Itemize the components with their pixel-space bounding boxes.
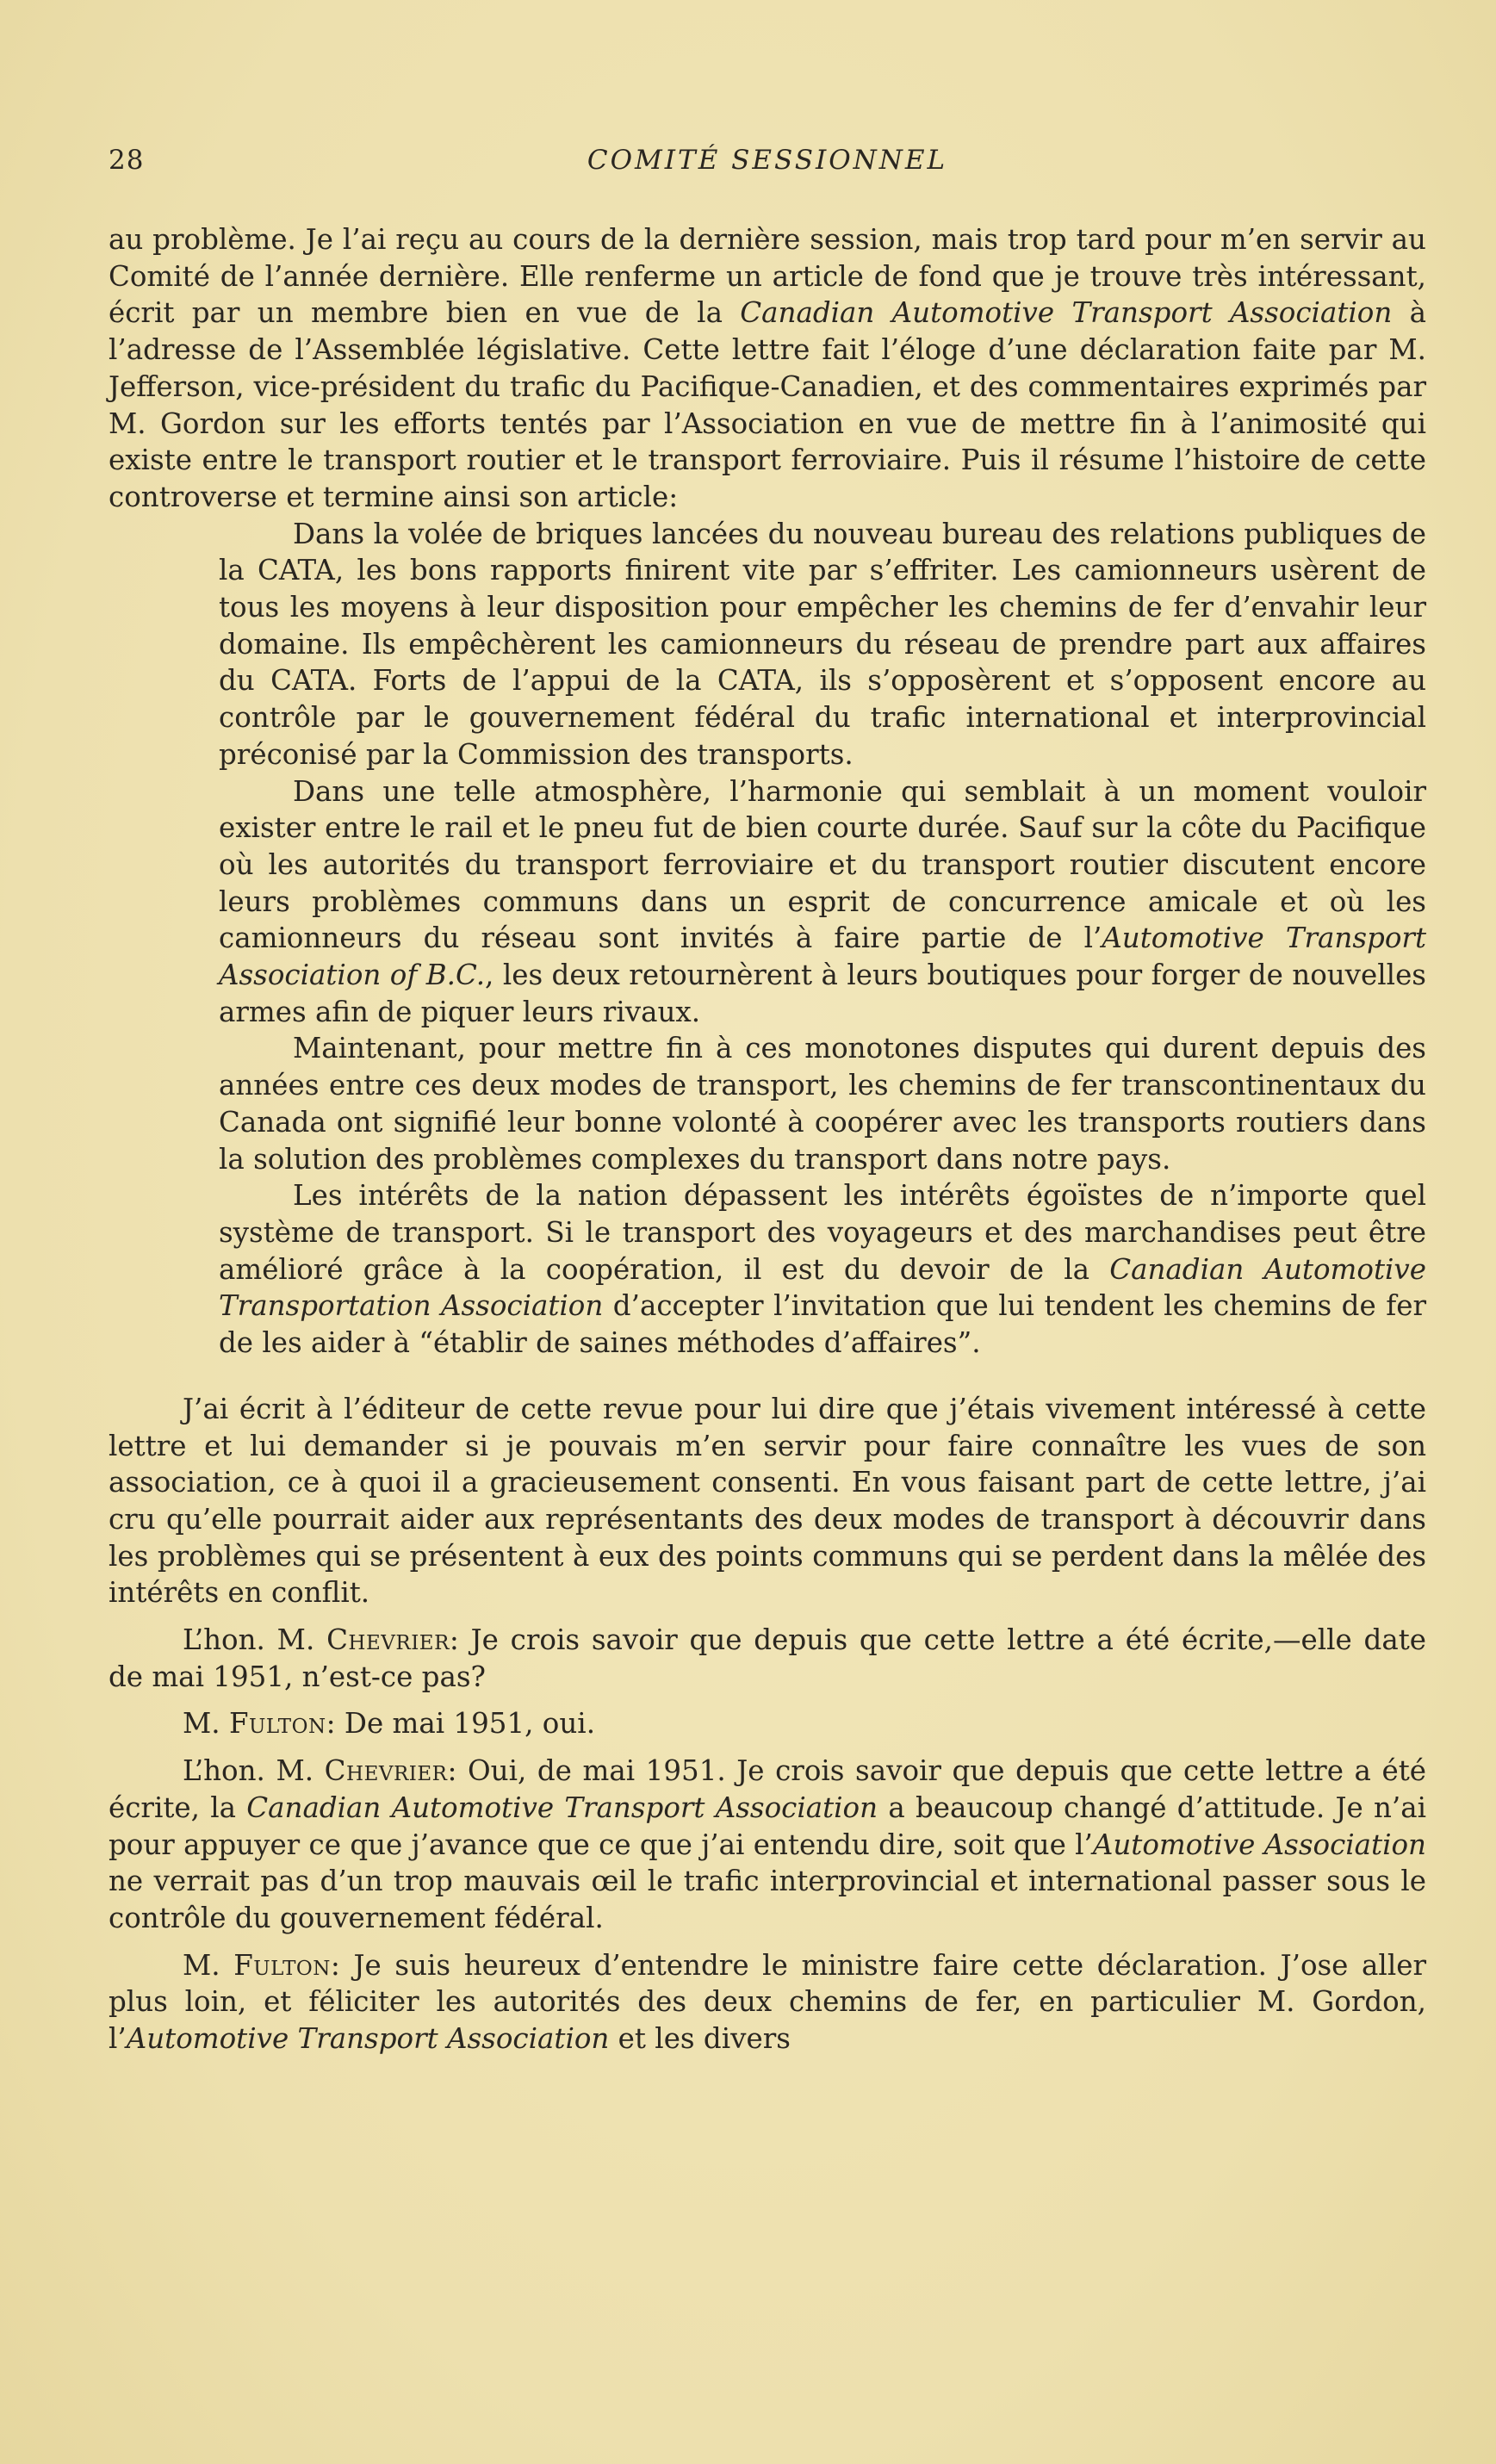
speaker-name: Chevrier [324, 1754, 448, 1788]
dialogue-text-c: ne verrait pas d’un trop mauvais œil le trafic interprovincial et international passer sous le contrôle du gouvernement fédéral. [109, 1865, 1426, 1934]
after-quote-paragraph: J’ai écrit à l’éditeur de cette revue pour lui dire que j’étais vivement intéressé à cette lettre et lui demander si je pouvais m’en servir pour faire connaître les vues de son association, ce à quoi il a gracieusement consenti. En vous faisant part de cette lettre, j’ai cru qu’elle pourrait aider aux représentants des deux modes de transport à découvrir dans les problèmes qui se présentent à eux des points communs qui se perdent dans la mêlée des intérêts en conflit. [109, 1392, 1426, 1610]
quote-paragraph-2 [219, 773, 1426, 1031]
dialogue-text-b: et les divers [609, 2022, 791, 2056]
dialogue-italic-1: Canadian Automotive Transport Association [246, 1791, 878, 1824]
dialogue-text-b: a beaucoup changé d’attitude. Je n’ai pour appuyer ce que j’avance que ce que j’ai entendu dire, soit que l’ [109, 1791, 1426, 1861]
dialogue-fulton-2 [109, 1947, 1426, 2057]
dialogue-text: : De mai 1951, oui. [326, 1707, 596, 1741]
speaker-name: Fulton [228, 1707, 326, 1741]
speaker-prefix: L’hon. M. [183, 1754, 325, 1788]
speaker-prefix: L’hon. M. [183, 1623, 327, 1657]
intro-italic: Canadian Automotive Transport Association [740, 296, 1393, 330]
speaker-prefix: M. [183, 1948, 234, 1982]
block-quote [219, 516, 1426, 1362]
dialogue-text: : Je crois savoir que depuis que cette lettre a été écrite,—elle date de mai 1951, n’est-ce pas? [109, 1623, 1427, 1693]
dialogue-chevrier-2 [109, 1753, 1426, 1937]
running-title: COMITÉ SESSIONNEL [587, 145, 948, 176]
intro-paragraph [109, 221, 1426, 516]
quote-paragraph-4 [219, 1177, 1426, 1362]
dialogue-chevrier-1 [109, 1622, 1426, 1695]
page-number: 28 [109, 145, 145, 176]
quote-p4-text-b: d’accepter l’invitation que lui tendent les chemins de fer de les aider à “établir de saines méthodes d’affaires”. [219, 1289, 1426, 1360]
quote-p2-text-a: Dans une telle atmosphère, l’harmonie qui semblait à un moment vouloir exister entre le rail et le pneu fut de bien courte durée. Sauf sur la côte du Pacifique où les autorités du transport ferroviaire et du transport routier discutent encore leurs problèmes communs dans un esprit de concurrence amicale et où les camionneurs du réseau sont invités à faire partie de l’ [219, 774, 1426, 955]
quote-p2-text-b: , les deux retournèrent à leurs boutiques pour forger de nouvelles armes afin de piquer leurs rivaux. [219, 959, 1426, 1028]
dialogue-text-a: : Oui, de mai 1951. Je crois savoir que depuis que cette lettre a été écrite, la [109, 1754, 1426, 1824]
quote-paragraph-3: Maintenant, pour mettre fin à ces monotones disputes qui durent depuis des années entre ces deux modes de transport, les chemins de fer transcontinentaux du Canada ont signifié leur bonne volonté à coopérer avec les transports routiers dans la solution des problèmes complexes du transport dans notre pays. [219, 1032, 1426, 1176]
quote-paragraph-1: Dans la volée de briques lancées du nouveau bureau des relations publiques de la CATA, les bons rapports finirent vite par s’effriter. Les camionneurs usèrent de tous les moyens à leur disposition pour empêcher les chemins de fer d’envahir leur domaine. Ils empêchèrent les camionneurs du réseau de prendre part aux affaires du CATA. Forts de l’appui de la CATA, ils s’opposèrent et s’opposent encore au contrôle par le gouvernement fédéral du trafic international et interprovincial préconisé par la Commission des transports. [219, 517, 1426, 771]
speaker-name: Fulton [233, 1948, 331, 1982]
quote-p2-italic: Automotive Transport Association of B.C. [219, 922, 1427, 992]
dialogue-italic-1: Automotive Transport Association [126, 2022, 610, 2056]
page-header [109, 145, 1426, 186]
body-text [109, 221, 1426, 2057]
speaker-name: Chevrier [326, 1623, 450, 1657]
dialogue-italic-2: Automotive Association [1092, 1828, 1426, 1861]
intro-text-2: à l’adresse de l’Assemblée législative. Cette lettre fait l’éloge d’une déclaration faite par M. Jefferson, vice-président du trafic du Pacifique-Canadien, et des commentaires exprimés par M. Gordon sur les efforts tentés par l’Association en vue de mettre fin à l’animosité qui existe entre le transport routier et le transport ferroviaire. Puis il résume l’histoire de cette controverse et termine ainsi son article: [109, 296, 1426, 513]
quote-p4-italic: Canadian Automotive Transportation Association [219, 1252, 1426, 1323]
dialogue-text-a: : Je suis heureux d’entendre le ministre faire cette déclaration. J’ose aller plus loin, et féliciter les autorités des deux chemins de fer, en particulier M. Gordon, l’ [109, 1948, 1426, 2056]
speaker-prefix: M. [183, 1707, 229, 1741]
intro-text-1: au problème. Je l’ai reçu au cours de la dernière session, mais trop tard pour m’en servir au Comité de l’année dernière. Elle renferme un article de fond que je trouve très intéressant, écrit par un membre bien en vue de la [109, 223, 1426, 330]
quote-p4-text-a: Les intérêts de la nation dépassent les intérêts égoïstes de n’importe quel système de transport. Si le transport des voyageurs et des marchandises peut être amélioré grâce à la coopération, il est du devoir de la [219, 1179, 1426, 1286]
dialogue-fulton-1 [109, 1705, 1426, 1742]
